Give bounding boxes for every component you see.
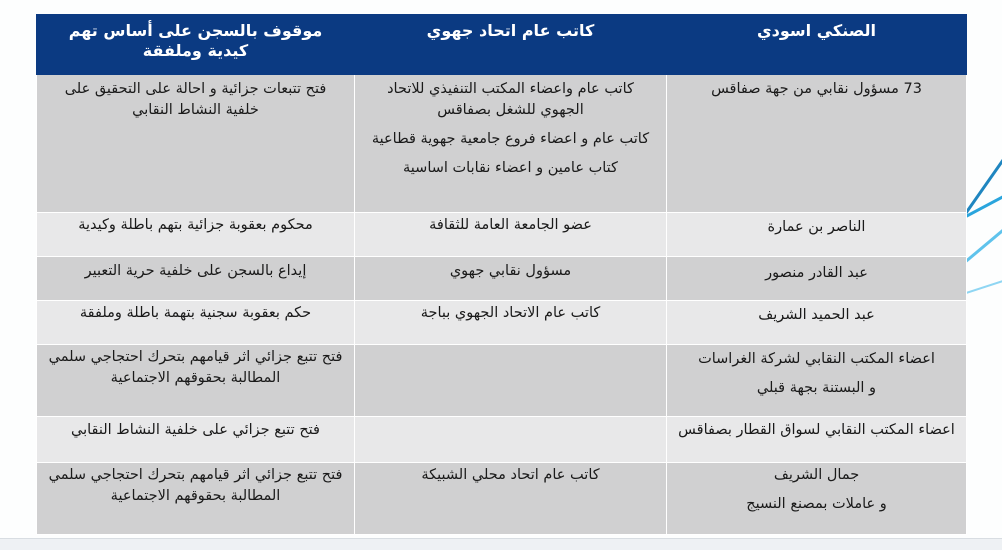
- cell-role: كاتب عام اتحاد محلي الشبيكة: [355, 463, 667, 535]
- name-line: اعضاء المكتب النقابي لشركة الغراسات: [698, 351, 935, 367]
- name-line: و عاملات بمصنع النسيج: [746, 496, 887, 512]
- cell-name: [667, 345, 967, 417]
- cell-role: [355, 75, 667, 213]
- table-row: [37, 345, 967, 417]
- table-row: [37, 417, 967, 463]
- header-status: موقوف بالسجن على أساس تهم كيدية وملفقة: [37, 15, 355, 75]
- role-line: كتاب عامين و اعضاء نقابات اساسية: [403, 160, 618, 176]
- cell-status: إيداع بالسجن على خلفية حرية التعبير: [37, 257, 355, 301]
- cell-name: اعضاء المكتب النقابي لسواق القطار بصفاقس: [667, 417, 967, 463]
- name-line: جمال الشريف: [773, 467, 860, 483]
- cell-status: محكوم بعقوبة جزائية بتهم باطلة وكيدية: [37, 213, 355, 257]
- cell-status: حكم بعقوبة سجنية بتهمة باطلة وملفقة: [37, 301, 355, 345]
- role-line: كاتب عام واعضاء المكتب التنفيذي للاتحاد الجهوي للشغل بصفاقس: [387, 81, 634, 118]
- header-name: الصنكي اسودي: [667, 15, 967, 75]
- name-line: و البستنة بجهة قبلي: [756, 380, 877, 396]
- cell-status: فتح تتبعات جزائية و احالة على التحقيق على خلفية النشاط النقابي: [37, 75, 355, 213]
- table-row: [37, 301, 967, 345]
- cell-role: [355, 417, 667, 463]
- cell-status: فتح تتبع جزائي اثر قيامهم بتحرك احتجاجي سلمي المطالبة بحقوقهم الاجتماعية: [37, 463, 355, 535]
- cell-role: [355, 345, 667, 417]
- table-header-row: [37, 15, 967, 75]
- cell-role: كاتب عام الاتحاد الجهوي بباجة: [355, 301, 667, 345]
- detainees-table: [36, 14, 967, 535]
- table-row: [37, 463, 967, 535]
- cell-name: عبد القادر منصور: [667, 257, 967, 301]
- table-row: [37, 213, 967, 257]
- cell-role: مسؤول نقابي جهوي: [355, 257, 667, 301]
- cell-name: عبد الحميد الشريف: [667, 301, 967, 345]
- header-role: كاتب عام اتحاد جهوي: [355, 15, 667, 75]
- cell-name: [667, 463, 967, 535]
- cell-status: فتح تتبع جزائي على خلفية النشاط النقابي: [37, 417, 355, 463]
- slide-bottom-bar: [0, 538, 1002, 550]
- cell-name: 73 مسؤول نقابي من جهة صفاقس: [667, 75, 967, 213]
- role-line: كاتب عام و اعضاء فروع جامعية جهوية قطاعية: [371, 131, 650, 147]
- table-row: [37, 75, 967, 213]
- table-row: [37, 257, 967, 301]
- cell-name: الناصر بن عمارة: [667, 213, 967, 257]
- cell-role: عضو الجامعة العامة للثقافة: [355, 213, 667, 257]
- cell-status: فتح تتبع جزائي اثر قيامهم بتحرك احتجاجي سلمي المطالبة بحقوقهم الاجتماعية: [37, 345, 355, 417]
